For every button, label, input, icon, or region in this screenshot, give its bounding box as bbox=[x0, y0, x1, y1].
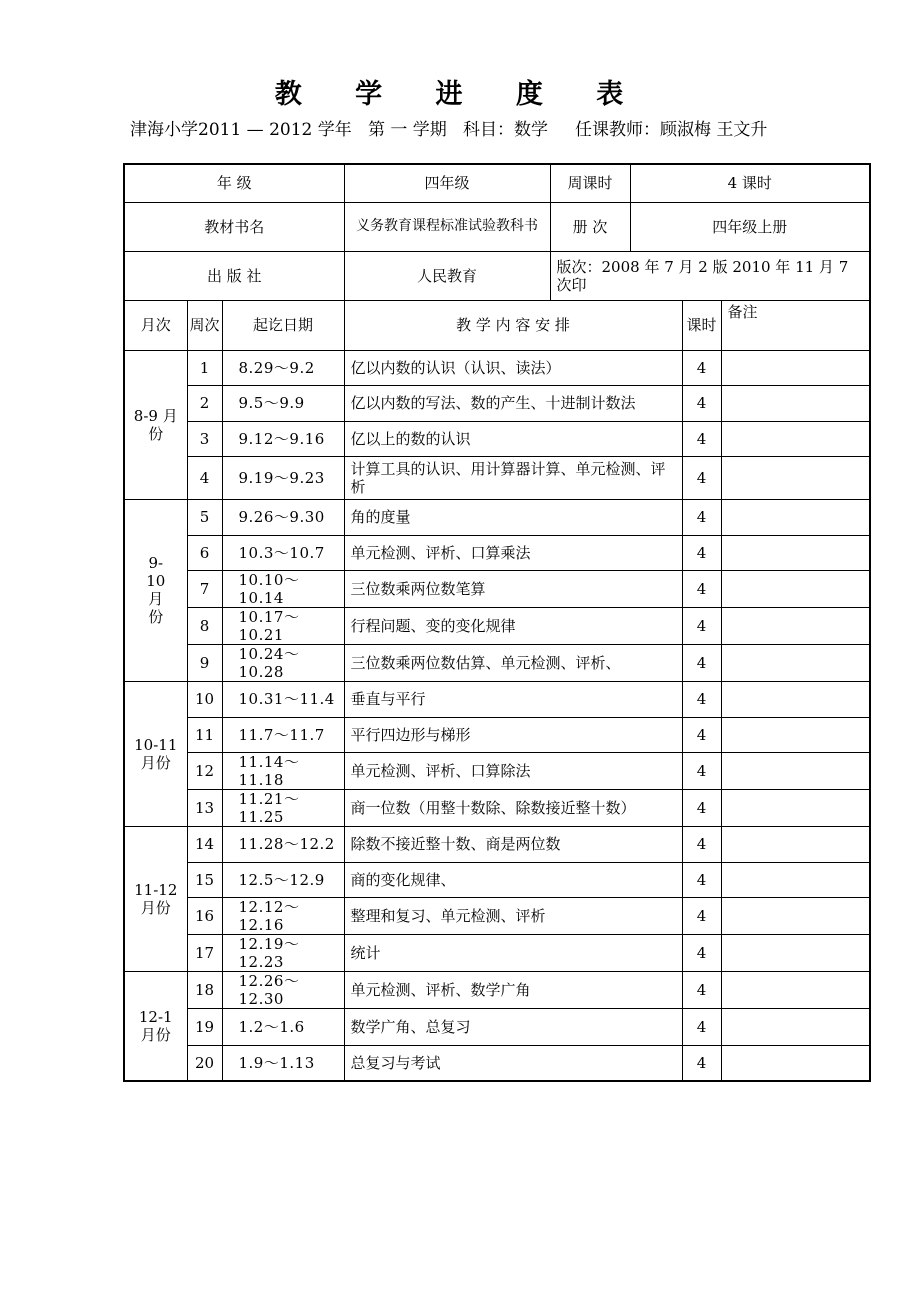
hours-cell: 4 bbox=[682, 385, 721, 421]
hours-cell: 4 bbox=[682, 717, 721, 752]
week-cell: 8 bbox=[187, 607, 222, 644]
week-cell: 18 bbox=[187, 971, 222, 1008]
notes-cell bbox=[721, 934, 870, 971]
content-cell: 亿以内数的写法、数的产生、十进制计数法 bbox=[344, 385, 682, 421]
week-cell: 5 bbox=[187, 499, 222, 535]
week-cell: 12 bbox=[187, 752, 222, 789]
content-cell: 数学广角、总复习 bbox=[344, 1008, 682, 1045]
hours-cell: 4 bbox=[682, 570, 721, 607]
hours-cell: 4 bbox=[682, 789, 721, 826]
month-cell: 9-10 月 份 bbox=[124, 499, 187, 681]
content-cell: 平行四边形与梯形 bbox=[344, 717, 682, 752]
week-cell: 1 bbox=[187, 350, 222, 385]
dates-cell: 10.3～10.7 bbox=[222, 535, 344, 570]
week-cell: 13 bbox=[187, 789, 222, 826]
week-cell: 4 bbox=[187, 456, 222, 499]
content-cell: 单元检测、评析、数学广角 bbox=[344, 971, 682, 1008]
notes-cell bbox=[721, 789, 870, 826]
table-row bbox=[124, 385, 870, 421]
dates-cell: 10.17～10.21 bbox=[222, 607, 344, 644]
week-cell: 6 bbox=[187, 535, 222, 570]
edition-info: 版次：2008 年 7 月 2 版 2010 年 11 月 7 次印 bbox=[550, 251, 870, 300]
hours-cell: 4 bbox=[682, 1045, 721, 1081]
week-cell: 9 bbox=[187, 644, 222, 681]
content-cell: 三位数乘两位数笔算 bbox=[344, 570, 682, 607]
table-row bbox=[124, 826, 870, 862]
hours-cell: 4 bbox=[682, 421, 721, 456]
month-cell: 12-1 月份 bbox=[124, 971, 187, 1081]
notes-cell bbox=[721, 681, 870, 717]
notes-cell bbox=[721, 499, 870, 535]
volume-value: 四年级上册 bbox=[630, 202, 870, 251]
content-cell: 亿以内数的认识（认识、读法） bbox=[344, 350, 682, 385]
notes-cell bbox=[721, 1045, 870, 1081]
content-cell: 商一位数（用整十数除、除数接近整十数） bbox=[344, 789, 682, 826]
dates-cell: 9.19～9.23 bbox=[222, 456, 344, 499]
dates-cell: 1.2～1.6 bbox=[222, 1008, 344, 1045]
dates-cell: 9.5～9.9 bbox=[222, 385, 344, 421]
weekly-hours-label: 周课时 bbox=[550, 164, 630, 202]
header-month: 月次 bbox=[124, 300, 187, 350]
dates-cell: 11.28～12.2 bbox=[222, 826, 344, 862]
textbook-value: 义务教育课程标准试验教科书 bbox=[344, 202, 550, 251]
hours-cell: 4 bbox=[682, 607, 721, 644]
dates-cell: 1.9～1.13 bbox=[222, 1045, 344, 1081]
hours-cell: 4 bbox=[682, 971, 721, 1008]
weekly-hours-value: 4 课时 bbox=[630, 164, 870, 202]
notes-cell bbox=[721, 350, 870, 385]
document-subtitle: 津海小学2011 — 2012 学年 第 一 学期 科目：数学 任课教师：顾淑梅 王文升 bbox=[130, 120, 768, 140]
table-row bbox=[124, 535, 870, 570]
hours-cell: 4 bbox=[682, 826, 721, 862]
dates-cell: 9.26～9.30 bbox=[222, 499, 344, 535]
week-cell: 11 bbox=[187, 717, 222, 752]
content-cell: 除数不接近整十数、商是两位数 bbox=[344, 826, 682, 862]
hours-cell: 4 bbox=[682, 644, 721, 681]
header-hours: 课时 bbox=[682, 300, 721, 350]
content-cell: 亿以上的数的认识 bbox=[344, 421, 682, 456]
table-row bbox=[124, 971, 870, 1008]
header-week: 周次 bbox=[187, 300, 222, 350]
content-cell: 单元检测、评析、口算乘法 bbox=[344, 535, 682, 570]
hours-cell: 4 bbox=[682, 456, 721, 499]
notes-cell bbox=[721, 752, 870, 789]
notes-cell bbox=[721, 1008, 870, 1045]
dates-cell: 12.12～12.16 bbox=[222, 897, 344, 934]
table-row bbox=[124, 862, 870, 897]
table-row bbox=[124, 350, 870, 385]
page-title: 教 学 进 度 表 bbox=[274, 79, 646, 110]
table-row bbox=[124, 681, 870, 717]
hours-cell: 4 bbox=[682, 752, 721, 789]
grade-label: 年 级 bbox=[124, 164, 344, 202]
table-row bbox=[124, 570, 870, 607]
week-cell: 19 bbox=[187, 1008, 222, 1045]
table-row bbox=[124, 1008, 870, 1045]
week-cell: 2 bbox=[187, 385, 222, 421]
notes-cell bbox=[721, 717, 870, 752]
dates-cell: 12.5～12.9 bbox=[222, 862, 344, 897]
content-cell: 垂直与平行 bbox=[344, 681, 682, 717]
month-cell: 8-9 月份 bbox=[124, 350, 187, 499]
hours-cell: 4 bbox=[682, 535, 721, 570]
week-cell: 20 bbox=[187, 1045, 222, 1081]
notes-cell bbox=[721, 456, 870, 499]
hours-cell: 4 bbox=[682, 350, 721, 385]
content-cell: 计算工具的认识、用计算器计算、单元检测、评析 bbox=[344, 456, 682, 499]
textbook-label: 教材书名 bbox=[124, 202, 344, 251]
header-content: 教 学 内 容 安 排 bbox=[344, 300, 682, 350]
week-cell: 10 bbox=[187, 681, 222, 717]
notes-cell bbox=[721, 971, 870, 1008]
dates-cell: 8.29～9.2 bbox=[222, 350, 344, 385]
publisher-label: 出 版 社 bbox=[124, 251, 344, 300]
content-cell: 商的变化规律、 bbox=[344, 862, 682, 897]
table-row bbox=[124, 607, 870, 644]
dates-cell: 9.12～9.16 bbox=[222, 421, 344, 456]
content-cell: 统计 bbox=[344, 934, 682, 971]
table-row bbox=[124, 789, 870, 826]
schedule-table bbox=[123, 163, 871, 1082]
notes-cell bbox=[721, 644, 870, 681]
notes-cell bbox=[721, 385, 870, 421]
week-cell: 15 bbox=[187, 862, 222, 897]
dates-cell: 10.31～11.4 bbox=[222, 681, 344, 717]
content-cell: 三位数乘两位数估算、单元检测、评析、 bbox=[344, 644, 682, 681]
hours-cell: 4 bbox=[682, 499, 721, 535]
table-row bbox=[124, 1045, 870, 1081]
grade-value: 四年级 bbox=[344, 164, 550, 202]
hours-cell: 4 bbox=[682, 681, 721, 717]
header-dates: 起讫日期 bbox=[222, 300, 344, 350]
month-cell: 10-11 月份 bbox=[124, 681, 187, 826]
table-row bbox=[124, 717, 870, 752]
dates-cell: 11.21～11.25 bbox=[222, 789, 344, 826]
week-cell: 7 bbox=[187, 570, 222, 607]
notes-cell bbox=[721, 535, 870, 570]
table-row bbox=[124, 421, 870, 456]
notes-cell bbox=[721, 570, 870, 607]
content-cell: 角的度量 bbox=[344, 499, 682, 535]
dates-cell: 11.7～11.7 bbox=[222, 717, 344, 752]
dates-cell: 12.26～12.30 bbox=[222, 971, 344, 1008]
notes-cell bbox=[721, 897, 870, 934]
notes-cell bbox=[721, 607, 870, 644]
table-row bbox=[124, 897, 870, 934]
publisher-value: 人民教育 bbox=[344, 251, 550, 300]
hours-cell: 4 bbox=[682, 897, 721, 934]
content-cell: 总复习与考试 bbox=[344, 1045, 682, 1081]
table-row bbox=[124, 752, 870, 789]
table-row bbox=[124, 934, 870, 971]
notes-cell bbox=[721, 421, 870, 456]
table-row bbox=[124, 456, 870, 499]
dates-cell: 10.10～10.14 bbox=[222, 570, 344, 607]
week-cell: 3 bbox=[187, 421, 222, 456]
week-cell: 14 bbox=[187, 826, 222, 862]
content-cell: 整理和复习、单元检测、评析 bbox=[344, 897, 682, 934]
notes-cell bbox=[721, 862, 870, 897]
content-cell: 单元检测、评析、口算除法 bbox=[344, 752, 682, 789]
dates-cell: 10.24～10.28 bbox=[222, 644, 344, 681]
dates-cell: 11.14～11.18 bbox=[222, 752, 344, 789]
dates-cell: 12.19～12.23 bbox=[222, 934, 344, 971]
month-cell: 11-12 月份 bbox=[124, 826, 187, 971]
table-row bbox=[124, 499, 870, 535]
week-cell: 16 bbox=[187, 897, 222, 934]
header-notes: 备注 bbox=[721, 300, 870, 350]
week-cell: 17 bbox=[187, 934, 222, 971]
notes-cell bbox=[721, 826, 870, 862]
hours-cell: 4 bbox=[682, 1008, 721, 1045]
hours-cell: 4 bbox=[682, 934, 721, 971]
table-row bbox=[124, 644, 870, 681]
content-cell: 行程问题、变的变化规律 bbox=[344, 607, 682, 644]
volume-label: 册 次 bbox=[550, 202, 630, 251]
hours-cell: 4 bbox=[682, 862, 721, 897]
